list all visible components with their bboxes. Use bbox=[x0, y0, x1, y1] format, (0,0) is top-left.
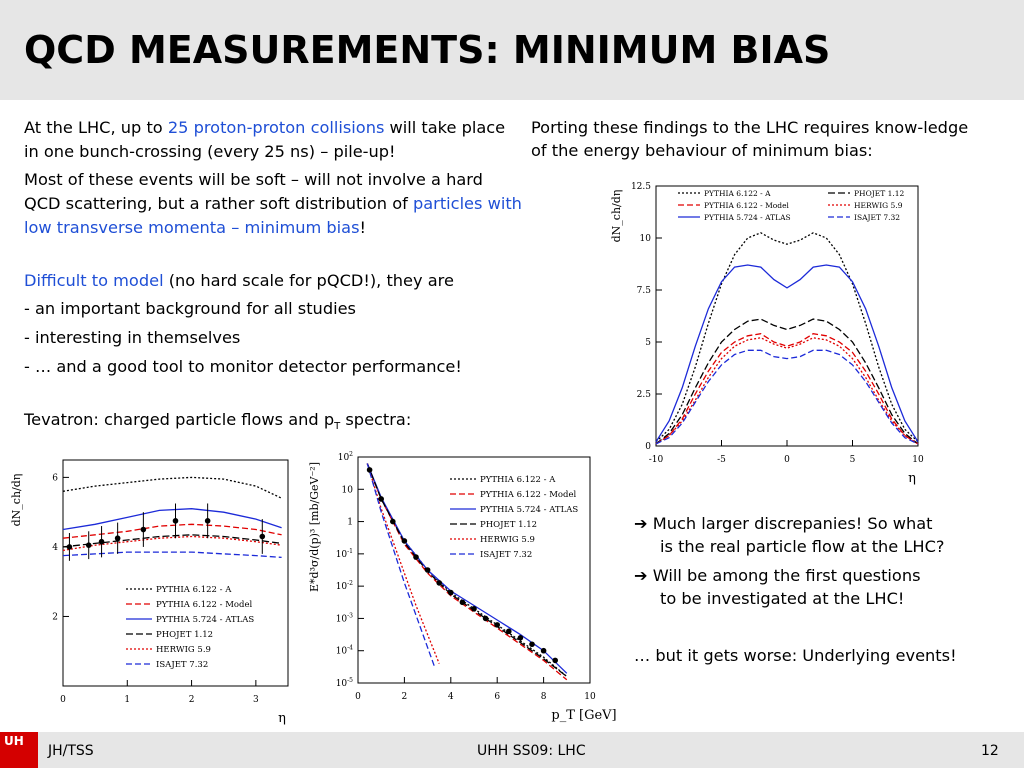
paragraph-soft bbox=[24, 168, 524, 240]
x-tick-label: 10 bbox=[912, 455, 924, 465]
data-point bbox=[402, 538, 408, 544]
y-tick-label: 7.5 bbox=[636, 286, 651, 296]
chart-tevatron-pt bbox=[300, 451, 617, 728]
x-tick-label: 6 bbox=[494, 692, 501, 702]
x-tick-label: 0 bbox=[355, 692, 361, 702]
bullet-2 bbox=[634, 564, 1004, 610]
highlight-text: particles with low transverse momenta – minimum bias bbox=[24, 194, 522, 237]
plot-frame bbox=[656, 186, 918, 446]
data-point bbox=[390, 519, 396, 525]
legend-entry: PYTHIA 5.724 - ATLAS bbox=[704, 213, 791, 222]
arrow-right-icon: ➔ bbox=[634, 566, 648, 585]
legend-entry: HERWIG 5.9 bbox=[854, 201, 903, 210]
x-tick-label: 1 bbox=[124, 695, 131, 705]
legend-entry: PYTHIA 6.122 - Model bbox=[480, 490, 577, 500]
legend-entry: PYTHIA 6.122 - A bbox=[480, 475, 556, 485]
data-point bbox=[529, 641, 535, 647]
x-tick-label: 4 bbox=[447, 692, 454, 702]
text: spectra: bbox=[340, 410, 412, 429]
text: Tevatron: charged particle flows and p bbox=[24, 410, 335, 429]
series-line bbox=[63, 509, 282, 530]
series-line bbox=[367, 464, 439, 664]
y-tick-label: $10^{-1}$ bbox=[335, 547, 353, 560]
data-point bbox=[425, 567, 431, 573]
y-tick-label: 6 bbox=[52, 473, 58, 484]
paragraph-difficult bbox=[24, 269, 524, 293]
text: ! bbox=[359, 218, 367, 237]
y-tick-label: $10^{-5}$ bbox=[335, 677, 353, 689]
right-intro: Porting these findings to the LHC requires know-ledge of the energy behaviour of minimum bias: bbox=[531, 118, 969, 160]
text: Will be among the first questions bbox=[652, 566, 921, 585]
data-point bbox=[141, 527, 147, 533]
y-axis-label: dN_ch/dη bbox=[10, 473, 23, 527]
highlight-text: 25 proton-proton collisions bbox=[167, 118, 385, 137]
x-tick-label: 8 bbox=[540, 692, 547, 702]
data-point bbox=[506, 629, 512, 635]
conclusion-bullets bbox=[634, 512, 1004, 616]
legend-entry: HERWIG 5.9 bbox=[156, 645, 211, 655]
x-tick-label: 10 bbox=[584, 692, 596, 702]
series-line bbox=[656, 233, 918, 442]
data-point bbox=[367, 467, 373, 473]
x-axis-label: p_T [GeV] bbox=[551, 708, 617, 723]
series-line bbox=[656, 265, 918, 442]
footer-author: JH/TSS bbox=[48, 743, 94, 759]
underlying-events-note: … but it gets worse: Underlying events! bbox=[634, 646, 957, 665]
list-item: - an important background for all studies bbox=[24, 299, 356, 318]
data-point bbox=[67, 544, 73, 550]
text: Most of these events will be soft – will not involve a hard QCD scattering, but a rather soft distribution of bbox=[24, 170, 483, 213]
paragraph-pileup bbox=[24, 116, 524, 164]
data-point bbox=[436, 580, 442, 586]
y-tick-label: $10^{-3}$ bbox=[335, 612, 353, 625]
series-line bbox=[63, 477, 282, 498]
data-point bbox=[173, 518, 179, 524]
list-item: - interesting in themselves bbox=[24, 328, 241, 347]
data-point bbox=[99, 539, 105, 545]
series-line bbox=[63, 524, 282, 538]
series-line bbox=[656, 319, 918, 444]
text: will take place in one bunch-crossing (every 25 ns) – pile-up! bbox=[24, 118, 506, 161]
text: is the real particle flow at the LHC? bbox=[660, 537, 945, 556]
university-logo bbox=[0, 732, 38, 768]
series-line bbox=[656, 338, 918, 444]
footer bbox=[0, 732, 1024, 768]
slide-title: QCD MEASUREMENTS: MINIMUM BIAS bbox=[24, 28, 831, 72]
legend-entry: PYTHIA 5.724 - ATLAS bbox=[156, 615, 255, 625]
data-point bbox=[378, 496, 384, 502]
x-tick-label: -10 bbox=[648, 455, 664, 465]
highlight-text: Difficult to model bbox=[24, 271, 164, 290]
y-axis-label: dN_ch/dη bbox=[610, 189, 623, 243]
y-axis-label: E*d³σ/d(p)³ [mb/GeV⁻²] bbox=[308, 462, 321, 592]
legend-entry: PYTHIA 6.122 - A bbox=[156, 585, 232, 595]
x-tick-label: 0 bbox=[60, 695, 66, 705]
series-line bbox=[656, 350, 918, 444]
text: Much larger discrepanies! So what bbox=[652, 514, 933, 533]
y-tick-label: 10 bbox=[341, 485, 353, 496]
legend-entry: PHOJET 1.12 bbox=[156, 630, 214, 640]
list-item: - … and a good tool to monitor detector performance! bbox=[24, 357, 462, 376]
data-point bbox=[413, 554, 419, 560]
legend-entry: PHOJET 1.12 bbox=[480, 520, 538, 530]
legend-entry: ISAJET 7.32 bbox=[480, 550, 533, 560]
y-tick-label: 1 bbox=[347, 517, 353, 528]
x-tick-label: 2 bbox=[188, 695, 195, 705]
y-tick-label: 0 bbox=[645, 442, 651, 452]
text: (no hard scale for pQCD!), they are bbox=[163, 271, 454, 290]
data-point bbox=[483, 616, 489, 622]
y-tick-label: 12.5 bbox=[630, 182, 651, 192]
legend-entry: PHOJET 1.12 bbox=[854, 189, 905, 198]
y-tick-label: 4 bbox=[52, 542, 58, 553]
page-number: 12 bbox=[981, 743, 999, 759]
footer-course: UHH SS09: LHC bbox=[477, 743, 586, 759]
y-tick-label: $10^{-2}$ bbox=[335, 580, 353, 593]
y-tick-label: 2.5 bbox=[636, 390, 651, 400]
tevatron-caption bbox=[24, 408, 524, 439]
y-tick-label: $10^{-4}$ bbox=[335, 644, 353, 657]
subscript: T bbox=[334, 421, 341, 433]
legend-entry: ISAJET 7.32 bbox=[156, 660, 209, 670]
legend-entry: PYTHIA 6.122 - Model bbox=[156, 600, 253, 610]
data-point bbox=[460, 599, 466, 605]
data-point bbox=[541, 648, 547, 654]
legend-entry: HERWIG 5.9 bbox=[480, 535, 535, 545]
legend-entry: PYTHIA 6.122 - A bbox=[704, 189, 771, 198]
x-tick-label: 2 bbox=[401, 692, 408, 702]
series-line bbox=[63, 552, 282, 557]
x-axis-label: η bbox=[908, 471, 916, 486]
logo-text: UH bbox=[4, 734, 24, 748]
y-tick-label: 2 bbox=[52, 612, 58, 623]
x-tick-label: -5 bbox=[717, 455, 726, 465]
chart-lhc-eta bbox=[606, 176, 930, 496]
x-tick-label: 0 bbox=[784, 455, 790, 465]
data-point bbox=[259, 534, 265, 540]
data-point bbox=[552, 658, 558, 664]
text: to be investigated at the LHC! bbox=[660, 589, 905, 608]
legend-entry: PYTHIA 5.724 - ATLAS bbox=[480, 505, 579, 515]
y-tick-label: 5 bbox=[645, 338, 651, 348]
legend-entry: PYTHIA 6.122 - Model bbox=[704, 201, 789, 210]
data-point bbox=[115, 535, 121, 541]
x-tick-label: 3 bbox=[252, 695, 259, 705]
left-column bbox=[24, 116, 524, 439]
data-point bbox=[471, 606, 477, 612]
y-tick-label: 10 bbox=[639, 234, 651, 244]
data-point bbox=[494, 622, 500, 628]
data-point bbox=[86, 542, 92, 548]
data-point bbox=[205, 518, 211, 524]
bullet-1 bbox=[634, 512, 1004, 558]
data-point bbox=[448, 590, 454, 596]
text: At the LHC, up to bbox=[24, 118, 168, 137]
x-axis-label: η bbox=[278, 711, 286, 726]
data-point bbox=[518, 635, 524, 641]
arrow-right-icon: ➔ bbox=[634, 514, 648, 533]
chart-tevatron-eta bbox=[8, 452, 298, 728]
legend-entry: ISAJET 7.32 bbox=[854, 213, 901, 222]
x-tick-label: 5 bbox=[849, 455, 856, 465]
y-tick-label: $10^2$ bbox=[337, 451, 353, 463]
